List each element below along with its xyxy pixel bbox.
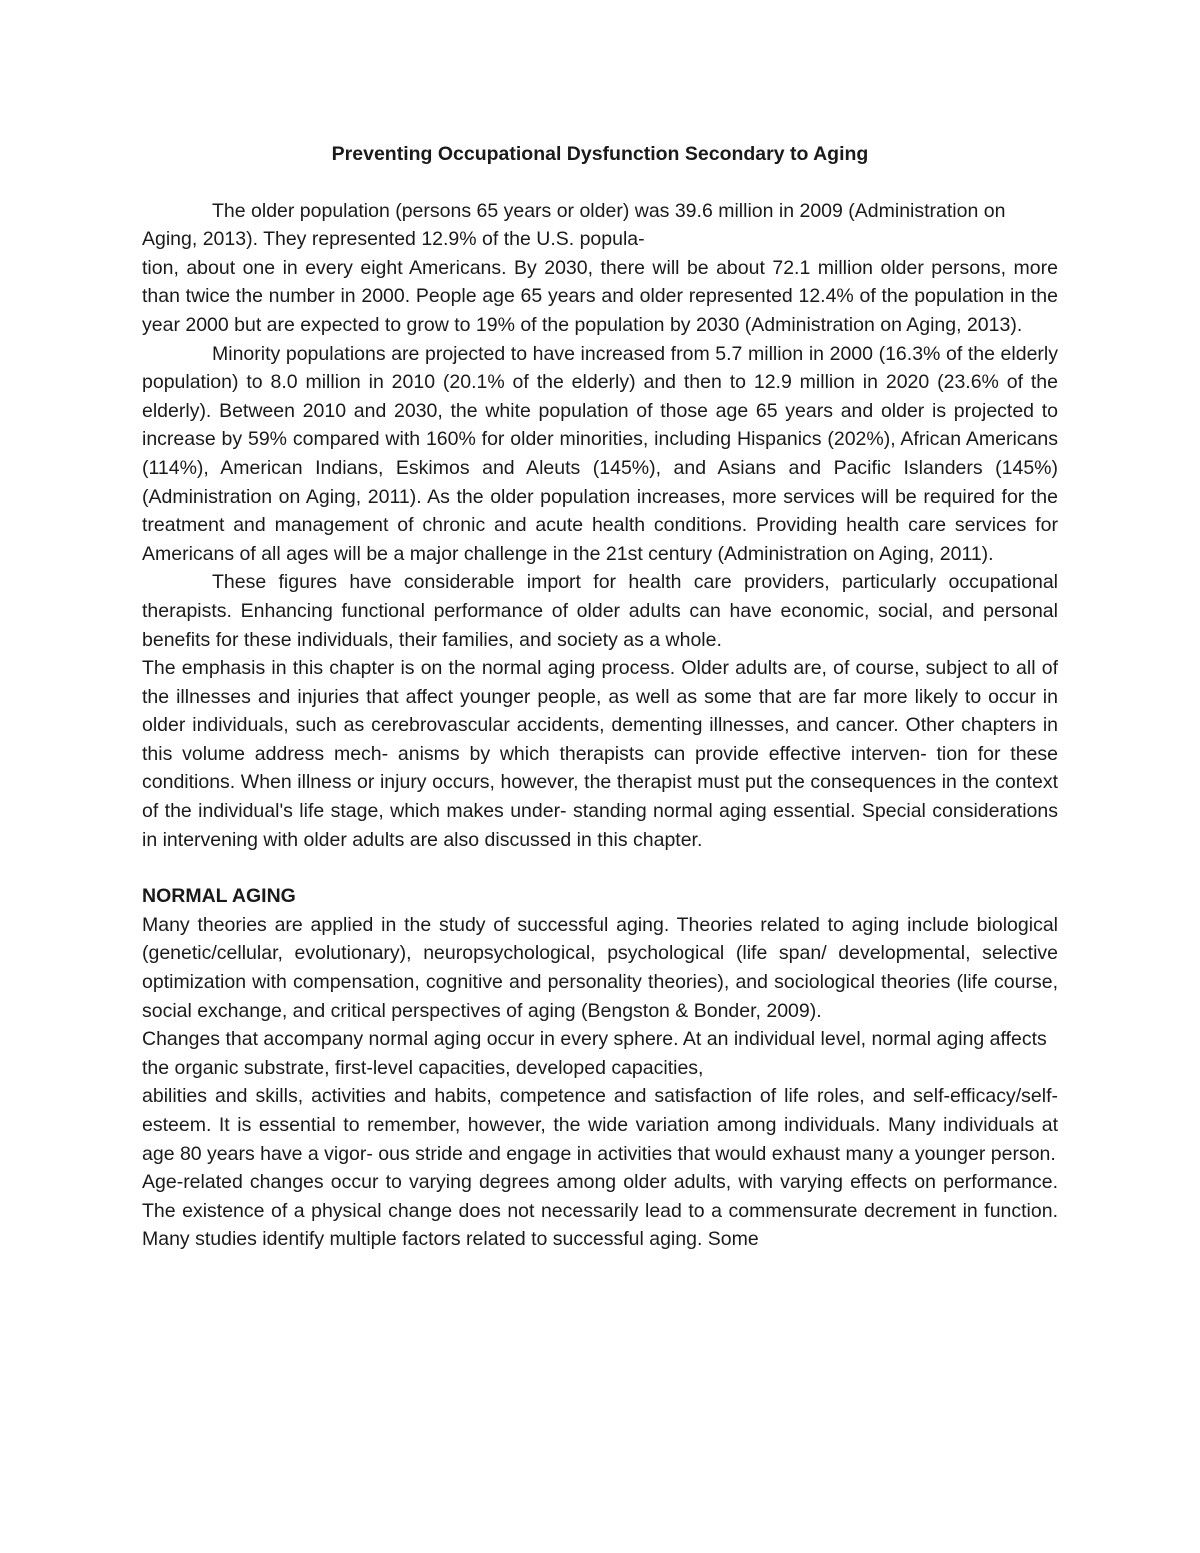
paragraph-changes-normal-aging: Changes that accompany normal aging occur in every sphere. At an individual level, normal aging affects the organic substrate, first-level capacities, developed capacities, <box>142 1028 1047 1079</box>
document-body <box>142 140 1058 1254</box>
paragraph-figures-import: These figures have considerable import for health care providers, particularly occupational therapists. Enhancing functional performance of older adults can have economic, social, and personal benefits for these individuals, their families, and society as a whole. <box>142 571 1058 651</box>
paragraph-minority-populations: Minority populations are projected to have increased from 5.7 million in 2000 (16.3% of the elderly population) to 8.0 million in 2010 (20.1% of the elderly) and then to 12.9 million in 2020 (23.6% of the elderly). Between 2010 and 2030, the white population of those age 65 years and older is projected to increase by 59% compared with 160% for older minorities, including Hispanics (202%), African Americans (114%), American Indians, Eskimos and Aleuts (145%), and Asians and Pacific Islanders (145%) (Administration on Aging, 2011). As the older population increases, more services will be required for the treatment and management of chronic and acute health conditions. Providing health care services for Americans of all ages will be a major challenge in the 21st century (Administration on Aging, 2011). <box>142 342 1058 565</box>
document-title: Preventing Occupational Dysfunction Secondary to Aging <box>331 143 869 165</box>
paragraph-abilities-skills: abilities and skills, activities and habits, competence and satisfaction of life roles, and self-efficacy/self-esteem. It is essential to remember, however, the wide variation among individuals. Many individuals at age 80 years have a vigor- ous stride and engage in activities that would exhaust many a younger person. <box>142 1085 1058 1165</box>
paragraph-aging-theories: Many theories are applied in the study of successful aging. Theories related to aging include biological (genetic/cellular, evolutionary), neuropsychological, psychological (life span/ developmental, selective optimization with compensation, cognitive and personality theories), and sociological theories (life course, social exchange, and critical perspectives of aging (Bengston & Bonder, 2009). <box>142 913 1058 1022</box>
paragraph-population-continued: tion, about one in every eight Americans. By 2030, there will be about 72.1 million older persons, more than twice the number in 2000. People age 65 years and older represented 12.4% of the population in the year 2000 but are expected to grow to 19% of the population by 2030 (Administration on Aging, 2013). <box>142 256 1058 336</box>
paragraph-older-population: The older population (persons 65 years or older) was 39.6 million in 2009 (Administration on Aging, 2013). They represented 12.9% of the U.S. popula- <box>142 199 1006 251</box>
section-heading-normal-aging: NORMAL AGING <box>142 885 296 908</box>
paragraph-age-related-changes: Age-related changes occur to varying degrees among older adults, with varying effects on performance. The existence of a physical change does not necessarily lead to a commensurate decrement in function. Many studies identify multiple factors related to successful aging. Some <box>142 1171 1058 1251</box>
paragraph-chapter-emphasis: The emphasis in this chapter is on the normal aging process. Older adults are, of course, subject to all of the illnesses and injuries that affect younger people, as well as some that are far more likely to occur in older individuals, such as cerebrovascular accidents, dementing illnesses, and cancer. Other chapters in this volume address mech- anisms by which therapists can provide effective interven- tion for these conditions. When illness or injury occurs, however, the therapist must put the consequences in the context of the individual's life stage, which makes under- standing normal aging essential. Special considerations in intervening with older adults are also discussed in this chapter. <box>142 657 1058 851</box>
